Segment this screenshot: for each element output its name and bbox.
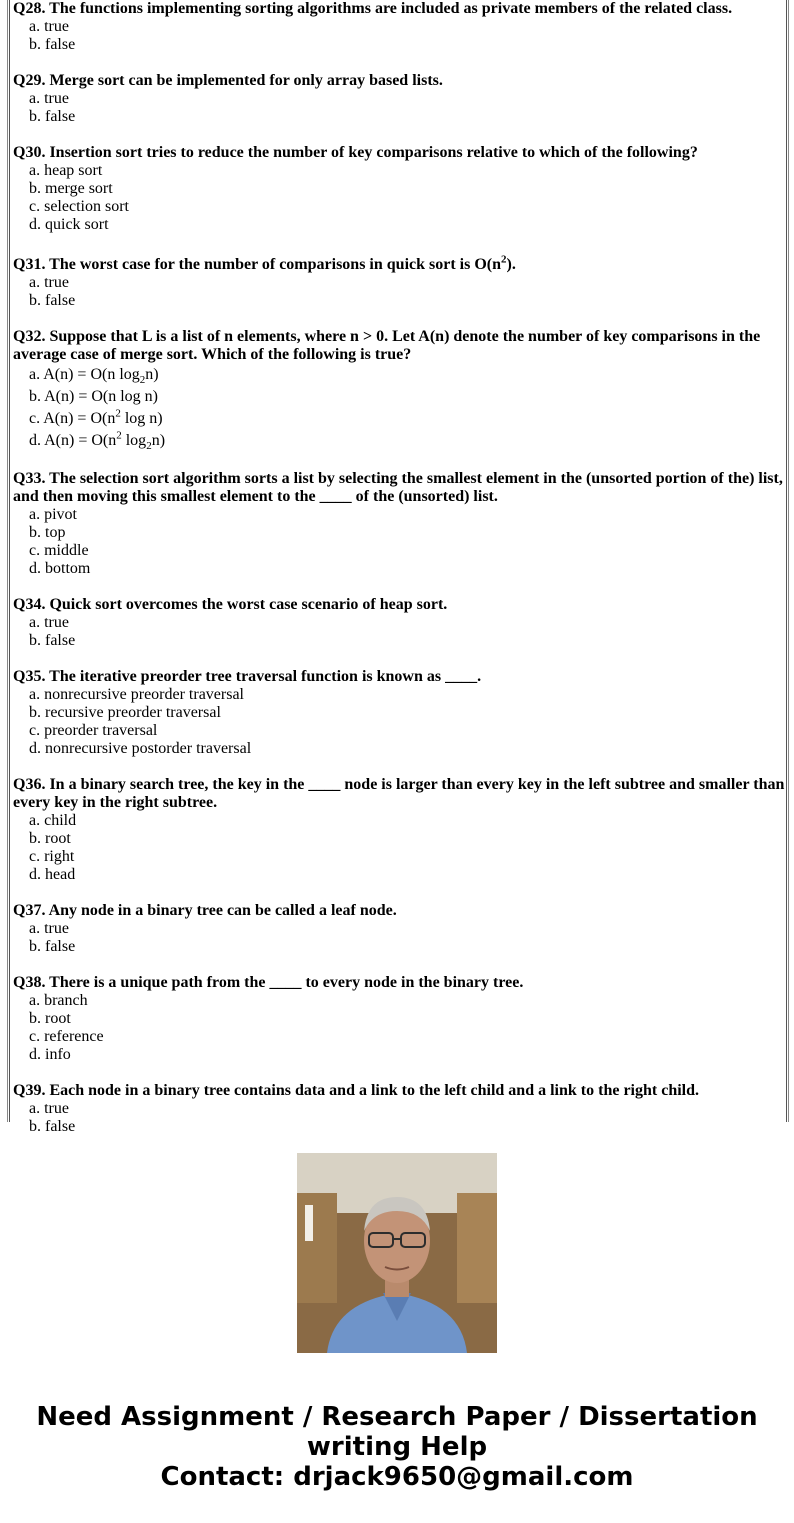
answer-option: a. true (29, 274, 69, 291)
question-q36 (13, 776, 786, 884)
question-q37 (13, 902, 786, 956)
answer-options (13, 364, 786, 452)
subscript: 2 (139, 374, 146, 387)
answer-option: a. true (29, 614, 69, 631)
question-q38 (13, 974, 786, 1064)
answer-options (13, 162, 786, 234)
question-text: Q36. In a binary search tree, the key in the ____ node is larger than every key in the left subtree and smaller than every key in the right subtree. (13, 776, 785, 811)
question-q34 (13, 596, 786, 650)
answer-option: b. root (29, 830, 71, 847)
author-avatar (297, 1153, 497, 1353)
answer-option: d. quick sort (29, 216, 109, 233)
question-q31 (13, 253, 786, 310)
question-text: Q34. Quick sort overcomes the worst case scenario of heap sort. (13, 596, 448, 613)
subscript: 2 (146, 440, 152, 453)
question-text: Q32. Suppose that L is a list of n elements, where n > 0. Let A(n) denote the number of key comparisons in the average case of merge sort. Which of the following is true? (13, 328, 761, 363)
answer-option: d. info (29, 1046, 71, 1063)
answer-options (13, 274, 786, 310)
answer-option: b. A(n) = O(n log n) (29, 388, 159, 405)
answer-option: b. false (29, 108, 76, 125)
question-text: Q35. The iterative preorder tree traversal function is known as ____. (13, 668, 482, 685)
option-text: c. A(n) = O(n (29, 410, 116, 427)
answer-option (29, 408, 786, 430)
answer-option: a. true (29, 90, 69, 107)
question-text-main: Q31. The worst case for the number of comparisons in quick sort is O(n (13, 256, 502, 273)
answer-option: b. false (29, 1118, 76, 1135)
question-text: Q30. Insertion sort tries to reduce the number of key comparisons relative to which of the following? (13, 144, 698, 161)
question-text: Q33. The selection sort algorithm sorts a list by selecting the smallest element in the (unsorted portion of the) list, and then moving this smallest element to the ____ of the (unsorted) list. (13, 470, 783, 505)
answer-option: c. selection sort (29, 198, 129, 215)
option-text-end: n) (145, 366, 159, 383)
answer-option: b. merge sort (29, 180, 113, 197)
answer-options (13, 812, 786, 884)
question-text: Q29. Merge sort can be implemented for only array based lists. (13, 72, 443, 89)
answer-option: b. false (29, 632, 76, 649)
promo-footer (0, 1122, 794, 1523)
question-text: Q28. The functions implementing sorting algorithms are included as private members of the related class. (13, 0, 733, 17)
answer-option: c. preorder traversal (29, 722, 158, 739)
question-list (10, 0, 786, 1136)
question-text (13, 253, 786, 274)
answer-option: a. true (29, 920, 69, 937)
answer-option: c. reference (29, 1028, 104, 1045)
answer-options (13, 992, 786, 1064)
answer-options (13, 920, 786, 956)
question-q32 (13, 328, 786, 452)
option-text-end: n) (151, 432, 166, 449)
promo-line-1: Need Assignment / Research Paper / Dissertation (36, 1402, 758, 1432)
question-q35 (13, 668, 786, 758)
option-text-mid: log (121, 432, 147, 449)
answer-options (13, 506, 786, 578)
question-text-end: ). (506, 256, 516, 273)
answer-options (13, 686, 786, 758)
option-text: a. A(n) = O(n log (29, 366, 140, 383)
answer-option: d. head (29, 866, 76, 883)
answer-option: a. child (29, 812, 77, 829)
exponent: 2 (116, 429, 122, 442)
question-text: Q38. There is a unique path from the ____ to every node in the binary tree. (13, 974, 524, 991)
portrait-photo (297, 1153, 497, 1353)
answer-option: a. heap sort (29, 162, 103, 179)
answer-option: d. bottom (29, 560, 91, 577)
quiz-panel[interactable] (9, 0, 787, 1135)
question-text: Q39. Each node in a binary tree contains data and a link to the left child and a link to the right child. (13, 1082, 700, 1099)
answer-option: c. right (29, 848, 75, 865)
answer-option: a. nonrecursive preorder traversal (29, 686, 244, 703)
exponent: 2 (115, 407, 121, 420)
question-q30 (13, 144, 786, 234)
question-text: Q37. Any node in a binary tree can be called a leaf node. (13, 902, 397, 919)
option-text-end: log n) (120, 410, 163, 427)
answer-option (29, 430, 786, 452)
question-q33 (13, 470, 786, 578)
answer-option: b. root (29, 1010, 71, 1027)
question-q28 (13, 0, 786, 54)
answer-option: b. top (29, 524, 66, 541)
answer-option: b. false (29, 292, 76, 309)
answer-option (29, 364, 786, 386)
contact-email: Contact: drjack9650@gmail.com (160, 1462, 634, 1492)
promo-line-2: writing Help (306, 1432, 488, 1462)
answer-option: b. false (29, 36, 76, 53)
answer-option: d. nonrecursive postorder traversal (29, 740, 252, 757)
answer-options (13, 90, 786, 126)
exponent: 2 (501, 253, 507, 266)
answer-option: a. true (29, 1100, 69, 1117)
answer-options (13, 18, 786, 54)
question-q29 (13, 72, 786, 126)
answer-option: b. recursive preorder traversal (29, 704, 221, 721)
answer-option: a. true (29, 18, 69, 35)
answer-option: a. branch (29, 992, 88, 1009)
answer-option: b. false (29, 938, 76, 955)
option-text: d. A(n) = O(n (29, 432, 117, 449)
answer-option: c. middle (29, 542, 89, 559)
answer-option: a. pivot (29, 506, 77, 523)
answer-options (13, 614, 786, 650)
promo-text (0, 1402, 794, 1492)
